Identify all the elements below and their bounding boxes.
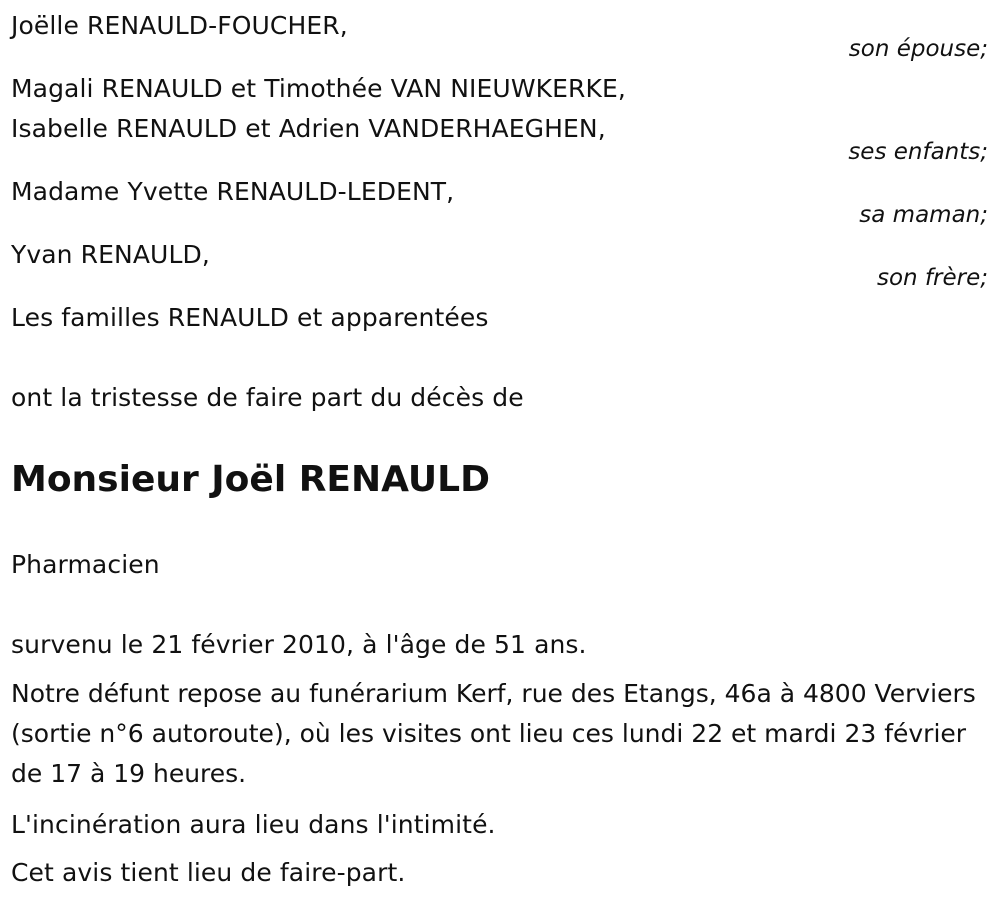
cremation-info: L'incinération aura lieu dans l'intimité. (11, 810, 496, 839)
notice-text: Cet avis tient lieu de faire-part. (11, 858, 406, 887)
children-role: ses enfants; (848, 139, 988, 165)
deceased-name: Monsieur Joël RENAULD (11, 459, 490, 500)
profession: Pharmacien (11, 550, 160, 579)
spouse-role: son épouse; (848, 36, 988, 62)
intro-text: ont la tristesse de faire part du décès de (11, 383, 524, 412)
brother-role: son frère; (876, 265, 988, 291)
death-info: survenu le 21 février 2010, à l'âge de 51 ans. (11, 630, 587, 659)
child-2-name: Isabelle RENAULD et Adrien VANDERHAEGHEN, (11, 114, 606, 143)
brother-name: Yvan RENAULD, (11, 240, 210, 269)
mother-name: Madame Yvette RENAULD-LEDENT, (11, 177, 455, 206)
mother-role: sa maman; (859, 202, 988, 228)
child-1-name: Magali RENAULD et Timothée VAN NIEUWKERKE, (11, 74, 626, 103)
relatives-line: Les familles RENAULD et apparentées (11, 303, 489, 332)
spouse-name: Joëlle RENAULD-FOUCHER, (11, 11, 348, 40)
visitation-paragraph: Notre défunt repose au funérarium Kerf, rue des Etangs, 46a à 4800 Verviers (sortie n°6 autoroute), où les visites ont lieu ces lundi 22 et mardi 23 février de 17 à 19 heures. (11, 679, 976, 788)
